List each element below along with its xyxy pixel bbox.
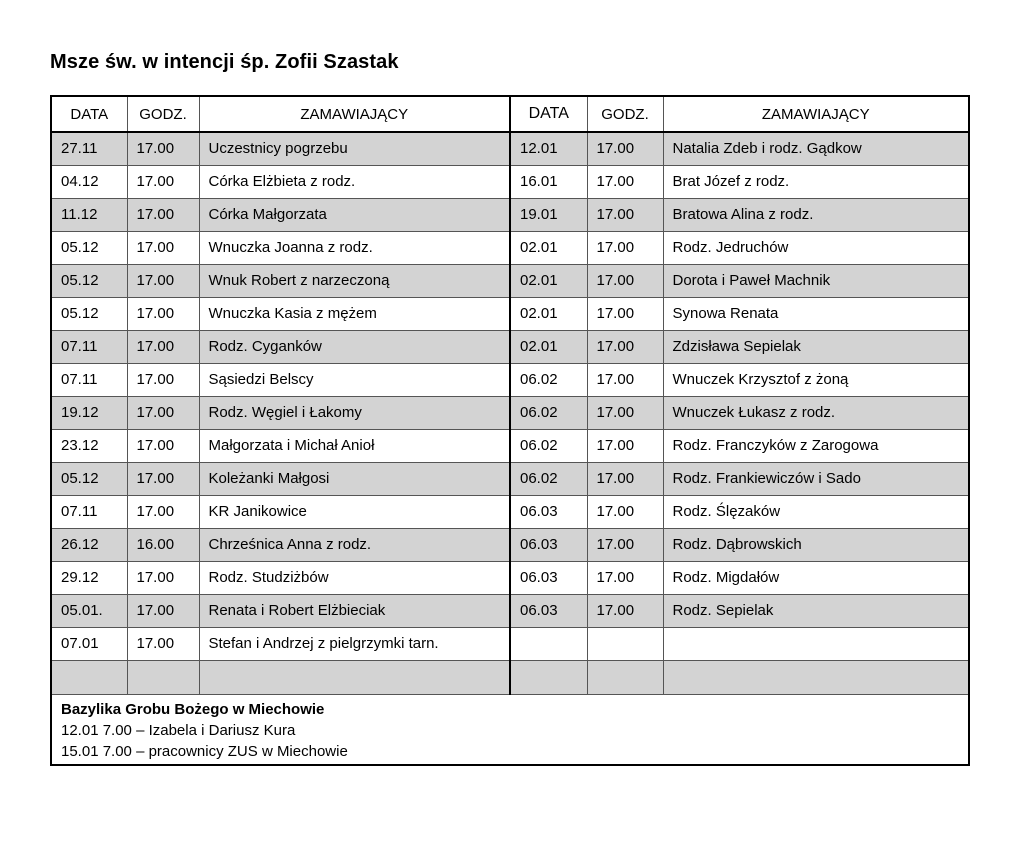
table-body — [51, 132, 969, 765]
cell-right-date: 02.01 — [510, 297, 587, 330]
cell-left-date: 05.12 — [51, 264, 127, 297]
cell-left-time: 17.00 — [127, 495, 199, 528]
cell-left-orderer: KR Janikowice — [199, 495, 510, 528]
empty-cell — [587, 660, 663, 694]
table-row — [51, 363, 969, 396]
empty-cell — [510, 660, 587, 694]
cell-right-orderer: Bratowa Alina z rodz. — [663, 198, 969, 231]
cell-right-time: 17.00 — [587, 594, 663, 627]
cell-left-time: 16.00 — [127, 528, 199, 561]
cell-left-date: 05.12 — [51, 297, 127, 330]
cell-left-orderer: Stefan i Andrzej z pielgrzymki tarn. — [199, 627, 510, 660]
cell-left-time: 17.00 — [127, 198, 199, 231]
cell-left-orderer: Wnuk Robert z narzeczoną — [199, 264, 510, 297]
note-line: 15.01 7.00 – pracownicy ZUS w Miechowie — [61, 742, 348, 760]
basilica-note — [51, 694, 969, 765]
cell-left-time: 17.00 — [127, 231, 199, 264]
empty-cell — [199, 660, 510, 694]
cell-left-date: 29.12 — [51, 561, 127, 594]
cell-right-orderer: Wnuczek Krzysztof z żoną — [663, 363, 969, 396]
cell-left-time: 17.00 — [127, 132, 199, 165]
cell-left-time: 17.00 — [127, 363, 199, 396]
cell-left-orderer: Córka Elżbieta z rodz. — [199, 165, 510, 198]
cell-right-orderer: Synowa Renata — [663, 297, 969, 330]
cell-right-time: 17.00 — [587, 561, 663, 594]
cell-right-date: 12.01 — [510, 132, 587, 165]
table-row — [51, 396, 969, 429]
empty-row — [51, 660, 969, 694]
cell-right-date: 16.01 — [510, 165, 587, 198]
cell-right-date: 06.02 — [510, 429, 587, 462]
cell-right-time: 17.00 — [587, 132, 663, 165]
cell-left-time: 17.00 — [127, 627, 199, 660]
note-line: 12.01 7.00 – Izabela i Dariusz Kura — [61, 721, 296, 739]
cell-right-orderer: Rodz. Migdałów — [663, 561, 969, 594]
table-row — [51, 429, 969, 462]
masses-table — [50, 95, 970, 766]
cell-right-orderer: Rodz. Jedruchów — [663, 231, 969, 264]
cell-left-time: 17.00 — [127, 396, 199, 429]
empty-cell — [51, 660, 127, 694]
table-row — [51, 165, 969, 198]
cell-right-orderer: Zdzisława Sepielak — [663, 330, 969, 363]
cell-right-time: 17.00 — [587, 396, 663, 429]
cell-left-time: 17.00 — [127, 330, 199, 363]
table-header-row — [51, 96, 969, 132]
cell-left-orderer: Rodz. Studziżbów — [199, 561, 510, 594]
cell-right-orderer — [663, 627, 969, 660]
cell-left-orderer: Małgorzata i Michał Anioł — [199, 429, 510, 462]
cell-left-date: 05.01. — [51, 594, 127, 627]
cell-right-time: 17.00 — [587, 363, 663, 396]
cell-left-date: 07.01 — [51, 627, 127, 660]
cell-right-orderer: Rodz. Frankiewiczów i Sado — [663, 462, 969, 495]
cell-right-date: 06.02 — [510, 363, 587, 396]
note-row — [51, 694, 969, 765]
table-row — [51, 495, 969, 528]
cell-left-date: 04.12 — [51, 165, 127, 198]
cell-right-time: 17.00 — [587, 528, 663, 561]
cell-right-time: 17.00 — [587, 231, 663, 264]
cell-right-date — [510, 627, 587, 660]
cell-right-time: 17.00 — [587, 264, 663, 297]
cell-left-date: 26.12 — [51, 528, 127, 561]
cell-right-orderer: Rodz. Dąbrowskich — [663, 528, 969, 561]
cell-right-time: 17.00 — [587, 429, 663, 462]
header-right-date: DATA — [510, 96, 587, 132]
cell-left-orderer: Koleżanki Małgosi — [199, 462, 510, 495]
cell-right-orderer: Wnuczek Łukasz z rodz. — [663, 396, 969, 429]
cell-right-date: 02.01 — [510, 264, 587, 297]
cell-right-time: 17.00 — [587, 198, 663, 231]
cell-left-orderer: Chrześnica Anna z rodz. — [199, 528, 510, 561]
cell-left-orderer: Córka Małgorzata — [199, 198, 510, 231]
cell-left-orderer: Wnuczka Kasia z mężem — [199, 297, 510, 330]
cell-right-time — [587, 627, 663, 660]
cell-left-date: 27.11 — [51, 132, 127, 165]
header-left-date: DATA — [51, 96, 127, 132]
cell-right-date: 06.03 — [510, 594, 587, 627]
cell-right-time: 17.00 — [587, 165, 663, 198]
cell-right-date: 06.02 — [510, 462, 587, 495]
cell-left-date: 23.12 — [51, 429, 127, 462]
table-row — [51, 561, 969, 594]
page-title: Msze św. w intencji śp. Zofii Szastak — [50, 51, 399, 73]
cell-left-date: 07.11 — [51, 330, 127, 363]
table-row — [51, 594, 969, 627]
cell-right-time: 17.00 — [587, 297, 663, 330]
cell-right-date: 02.01 — [510, 330, 587, 363]
table-row — [51, 264, 969, 297]
cell-right-orderer: Brat Józef z rodz. — [663, 165, 969, 198]
cell-right-orderer: Rodz. Sepielak — [663, 594, 969, 627]
table-row — [51, 462, 969, 495]
cell-left-date: 07.11 — [51, 495, 127, 528]
table-row — [51, 198, 969, 231]
cell-left-orderer: Renata i Robert Elżbieciak — [199, 594, 510, 627]
table-row — [51, 627, 969, 660]
cell-right-orderer: Dorota i Paweł Machnik — [663, 264, 969, 297]
cell-right-date: 06.03 — [510, 495, 587, 528]
cell-left-time: 17.00 — [127, 165, 199, 198]
empty-cell — [663, 660, 969, 694]
empty-cell — [127, 660, 199, 694]
table-row — [51, 132, 969, 165]
cell-right-date: 19.01 — [510, 198, 587, 231]
masses-table-container — [50, 95, 968, 785]
cell-right-orderer: Natalia Zdeb i rodz. Gądkow — [663, 132, 969, 165]
table-row — [51, 330, 969, 363]
cell-left-orderer: Rodz. Cyganków — [199, 330, 510, 363]
header-left-orderer: ZAMAWIAJĄCY — [199, 96, 510, 132]
cell-left-time: 17.00 — [127, 264, 199, 297]
note-title: Bazylika Grobu Bożego w Miechowie — [61, 700, 325, 718]
cell-right-date: 06.02 — [510, 396, 587, 429]
header-right-time: GODZ. — [587, 96, 663, 132]
cell-left-time: 17.00 — [127, 297, 199, 330]
cell-left-orderer: Sąsiedzi Belscy — [199, 363, 510, 396]
cell-left-date: 11.12 — [51, 198, 127, 231]
cell-right-date: 02.01 — [510, 231, 587, 264]
table-row — [51, 528, 969, 561]
cell-left-orderer: Wnuczka Joanna z rodz. — [199, 231, 510, 264]
cell-left-date: 05.12 — [51, 231, 127, 264]
cell-left-time: 17.00 — [127, 594, 199, 627]
cell-left-time: 17.00 — [127, 429, 199, 462]
cell-left-date: 19.12 — [51, 396, 127, 429]
cell-left-orderer: Uczestnicy pogrzebu — [199, 132, 510, 165]
cell-left-date: 05.12 — [51, 462, 127, 495]
cell-right-time: 17.00 — [587, 462, 663, 495]
table-row — [51, 297, 969, 330]
cell-right-date: 06.03 — [510, 561, 587, 594]
header-left-time: GODZ. — [127, 96, 199, 132]
cell-left-orderer: Rodz. Węgiel i Łakomy — [199, 396, 510, 429]
cell-left-time: 17.00 — [127, 561, 199, 594]
cell-right-time: 17.00 — [587, 330, 663, 363]
header-right-orderer: ZAMAWIAJĄCY — [663, 96, 969, 132]
cell-right-time: 17.00 — [587, 495, 663, 528]
cell-right-orderer: Rodz. Ślęzaków — [663, 495, 969, 528]
table-row — [51, 231, 969, 264]
cell-right-orderer: Rodz. Franczyków z Zarogowa — [663, 429, 969, 462]
cell-left-time: 17.00 — [127, 462, 199, 495]
cell-left-date: 07.11 — [51, 363, 127, 396]
cell-right-date: 06.03 — [510, 528, 587, 561]
